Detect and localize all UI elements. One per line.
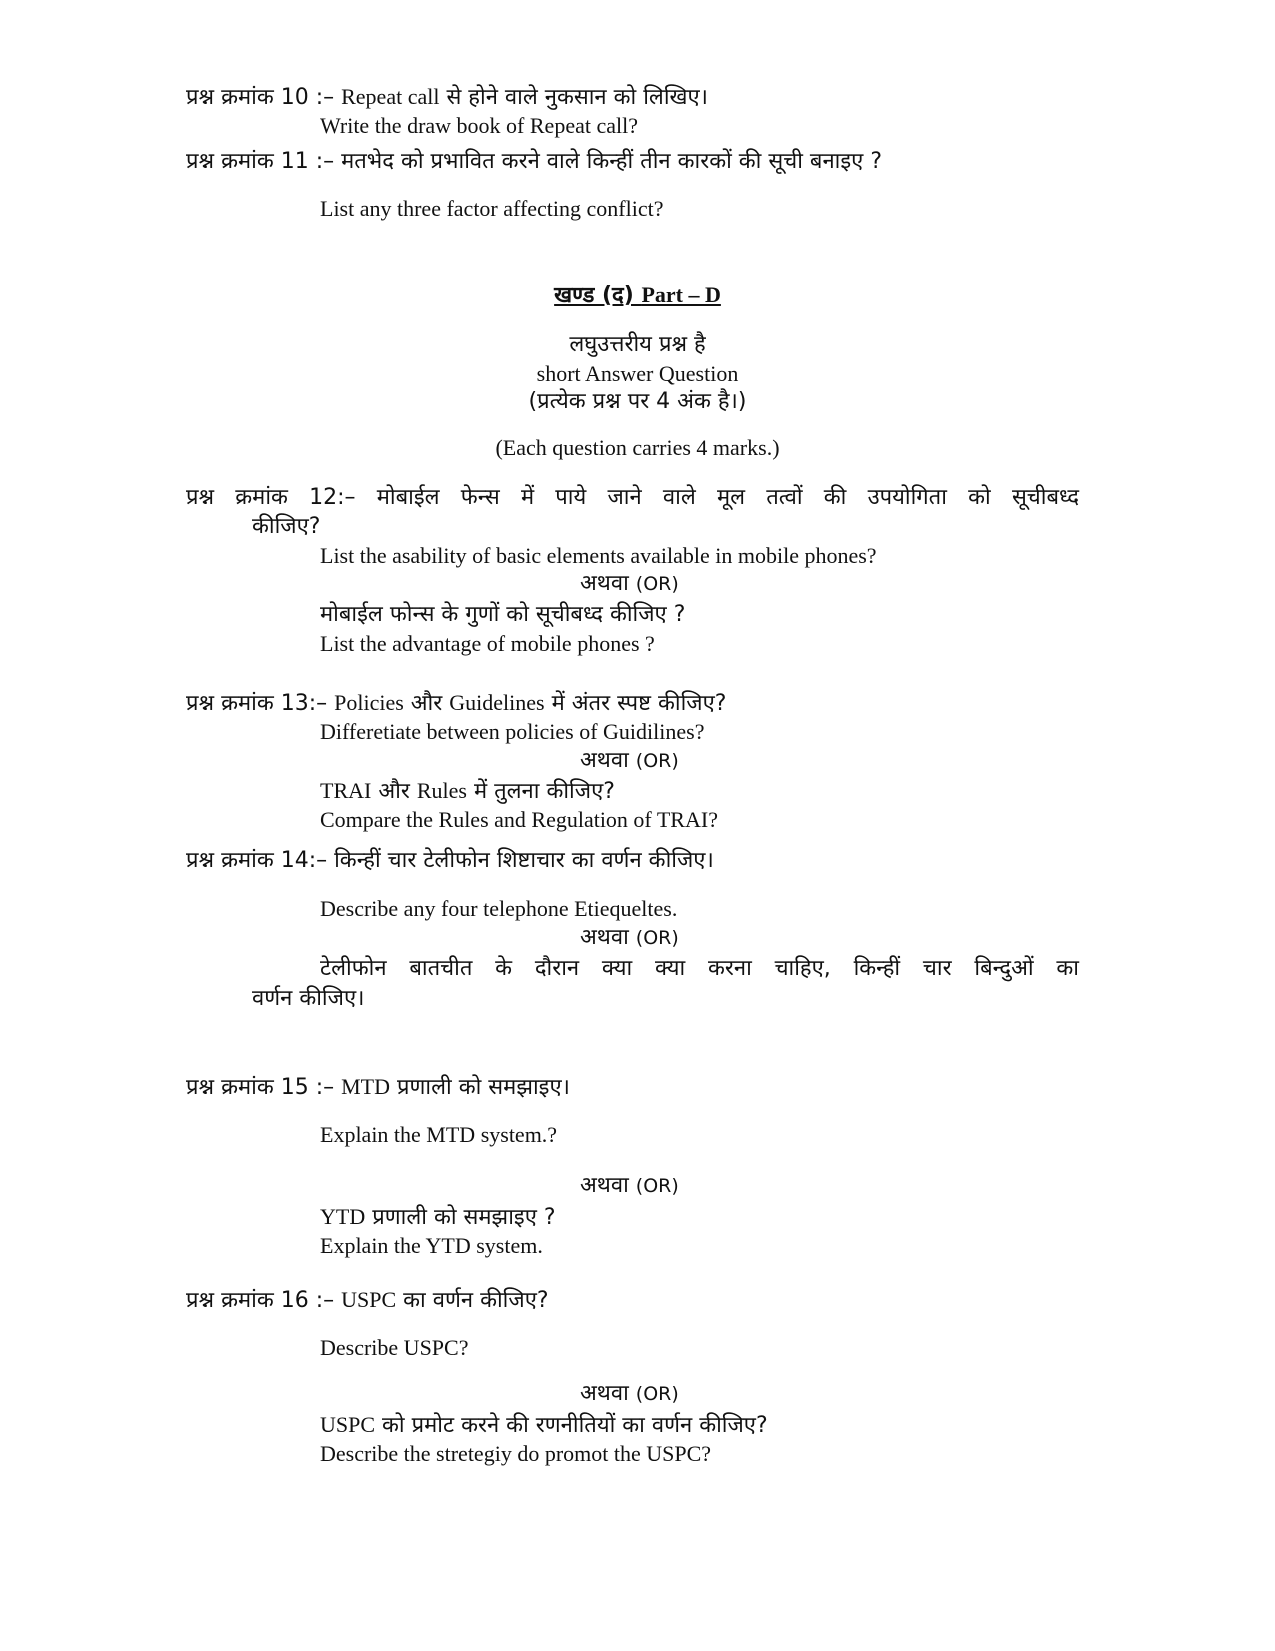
part-d-marks-english: (Each question carries 4 marks.) [495,435,780,460]
question-15-english: Explain the MTD system.? [320,1122,558,1147]
question-11-english: List any three factor affecting conflict? [320,196,664,221]
question-16-label: प्रश्न क्रमांक 16 :– [186,1288,342,1313]
part-d-heading: खण्ड (द) Part – D [554,282,721,308]
question-16-hindi: प्रश्न क्रमांक 16 :– USPC का वर्णन कीजिए? [186,1287,549,1313]
question-12-hindi-line2: कीजिए? [252,514,321,539]
question-13-label: प्रश्न क्रमांक 13:– [186,691,335,716]
question-16-alt-hindi: USPC को प्रमोट करने की रणनीतियों का वर्णन कीजिए? [320,1412,768,1438]
part-d-subtitle-english: short Answer Question [536,361,739,386]
question-10-english: Write the draw book of Repeat call? [320,113,638,138]
question-15-label: प्रश्न क्रमांक 15 :– [186,1075,342,1100]
question-13-hindi: प्रश्न क्रमांक 13:– Policies और Guidelines में अंतर स्पष्ट कीजिए? [186,690,727,716]
question-10-hindi: प्रश्न क्रमांक 10 :– Repeat call से होने वाले नुकसान को लिखिए। [186,84,709,110]
question-12-alt-english: List the advantage of mobile phones ? [320,631,655,656]
question-12-or: अथवा (OR) [580,571,679,596]
question-10-label: प्रश्न क्रमांक 10 :– [186,85,342,110]
question-14-english: Describe any four telephone Etiequeltes. [320,896,678,921]
part-d-marks-hindi: (प्रत्येक प्रश्न पर 4 अंक है।) [528,389,747,414]
question-16-english: Describe USPC? [320,1335,469,1360]
question-14-alt-hindi-line1: टेलीफोन बातचीत के दौरान क्या क्या करना चाहिए, किन्हीं चार बिन्दुओं का [320,956,1079,981]
part-d-subtitle-hindi: लघुउत्तरीय प्रश्न है [569,332,706,357]
question-14-or: अथवा (OR) [580,925,679,950]
question-13-alt-english: Compare the Rules and Regulation of TRAI? [320,807,718,832]
question-15-hindi: प्रश्न क्रमांक 15 :– MTD प्रणाली को समझाइए। [186,1074,570,1100]
question-15-alt-hindi: YTD प्रणाली को समझाइए ? [320,1204,556,1230]
question-14-label: प्रश्न क्रमांक 14:– [186,848,335,873]
question-11-hindi: प्रश्न क्रमांक 11 :– मतभेद को प्रभावित करने वाले किन्हीं तीन कारकों की सूची बनाइए ? [186,149,883,174]
question-15-alt-english: Explain the YTD system. [320,1233,543,1258]
question-11-label: प्रश्न क्रमांक 11 :– [186,149,342,174]
question-14-alt-hindi-line2: वर्णन कीजिए। [252,986,365,1011]
question-13-alt-hindi: TRAI और Rules में तुलना कीजिए? [320,778,615,804]
question-12-label: प्रश्न क्रमांक 12:– [186,485,377,510]
question-15-or: अथवा (OR) [580,1173,679,1198]
question-12-alt-hindi: मोबाईल फोन्स के गुणों को सूचीबध्द कीजिए ? [320,602,686,627]
question-13-or: अथवा (OR) [580,748,679,773]
question-16-or: अथवा (OR) [580,1381,679,1406]
question-12-english: List the asability of basic elements available in mobile phones? [320,543,877,568]
question-12-hindi-line1: प्रश्न क्रमांक 12:– मोबाईल फेन्स में पाये जाने वाले मूल तत्वों की उपयोगिता को सूचीबध्द [186,485,1079,510]
question-14-hindi: प्रश्न क्रमांक 14:– किन्हीं चार टेलीफोन शिष्टाचार का वर्णन कीजिए। [186,848,714,873]
question-16-alt-english: Describe the stretegiy do promot the USPC? [320,1441,712,1466]
question-13-english: Differetiate between policies of Guidilines? [320,719,705,744]
